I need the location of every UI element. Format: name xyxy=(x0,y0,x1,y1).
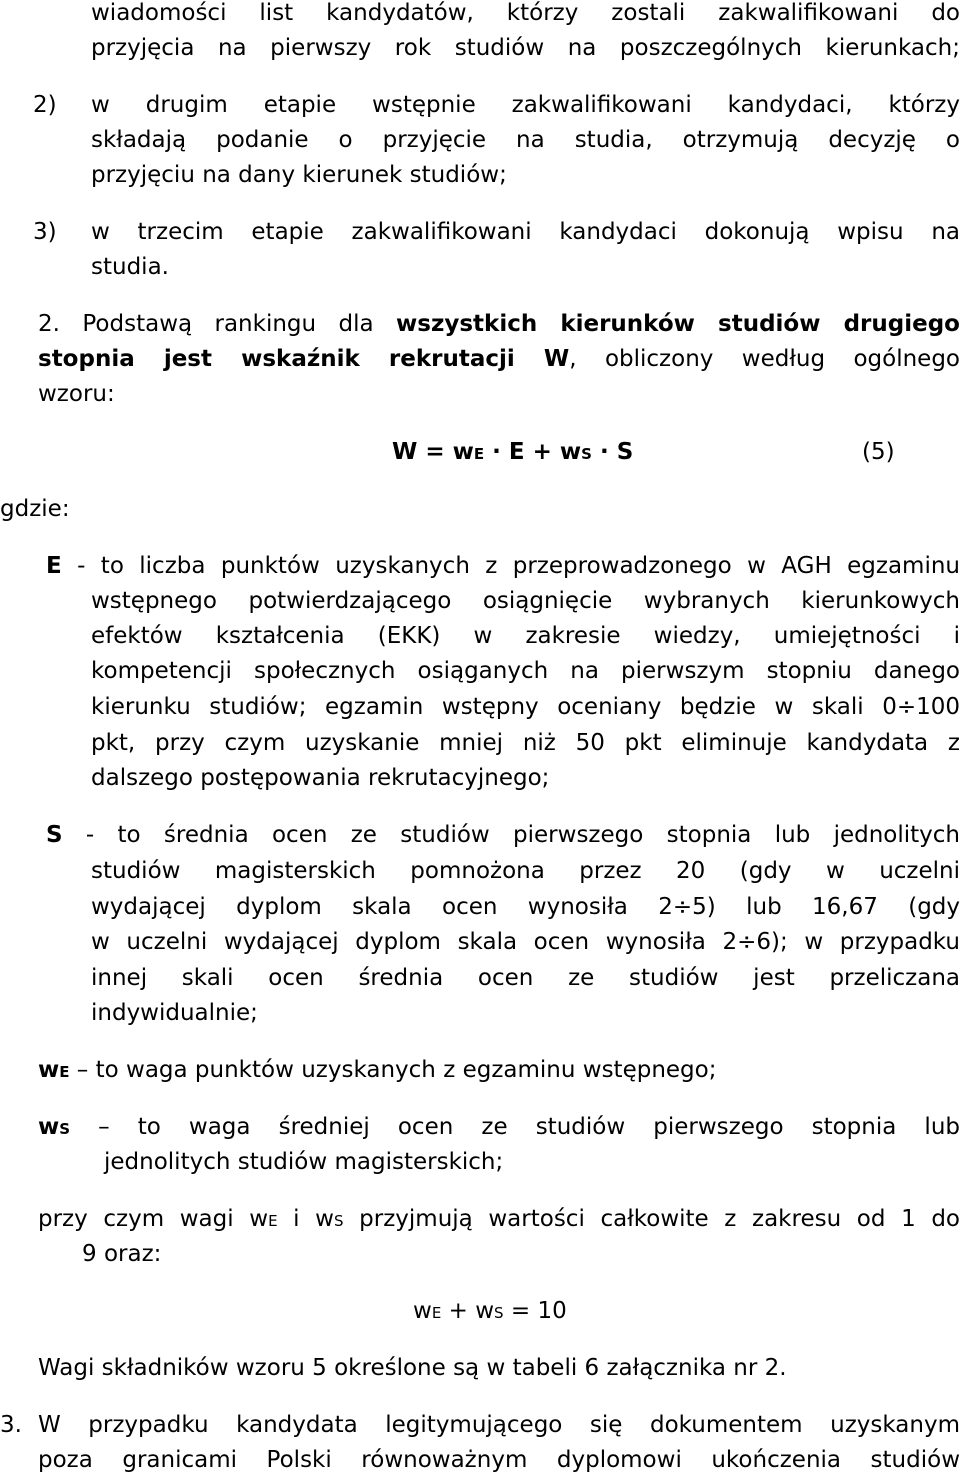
symbol-ws: wS xyxy=(38,1114,71,1140)
weights-line: 9 oraz: xyxy=(82,1241,162,1267)
formula-sum: wE + wS = 10 xyxy=(413,1298,567,1324)
section-number: 2. xyxy=(38,311,60,337)
symbol-e: E xyxy=(46,553,62,579)
definition-e-line: kierunku studiów; egzamin wstępny oceniany będzie w skali 0÷100 xyxy=(91,694,960,720)
definition-s-line: wydającej dyplom skala ocen wynosiła 2÷5) lub 16,67 (gdy xyxy=(91,894,960,920)
weights-note: Wagi składników wzoru 5 określone są w tabeli 6 załącznika nr 2. xyxy=(38,1355,787,1381)
formula-5: W = wE · E + wS · S xyxy=(392,439,634,465)
definition-we-line: wE – to waga punktów uzyskanych z egzaminu wstępnego; xyxy=(38,1057,717,1083)
symbol-we: wE xyxy=(38,1057,70,1083)
formula-label: (5) xyxy=(862,439,895,465)
definition-ws-line: wS – to waga średniej ocen ze studiów pierwszego stopnia lub xyxy=(38,1114,960,1140)
definition-s-line: studiów magisterskich pomnożona przez 20 (gdy w uczelni xyxy=(91,858,960,884)
section-3-line: poza granicami Polski równoważnym dyplomowi ukończenia studiów xyxy=(38,1447,960,1473)
definition-e-line: wstępnego potwierdzającego osiągnięcie wybranych kierunkowych xyxy=(91,588,960,614)
list-item-line: w drugim etapie wstępnie zakwalifikowani kandydaci, którzy xyxy=(91,92,960,118)
definition-s-line: indywidualnie; xyxy=(91,1000,258,1026)
paragraph-line: przyjęcia na pierwszy rok studiów na poszczególnych kierunkach; xyxy=(91,35,960,61)
list-item-line: składają podanie o przyjęcie na studia, otrzymują decyzję o xyxy=(91,127,960,153)
list-item-line: w trzecim etapie zakwalifikowani kandydaci dokonują wpisu na xyxy=(91,219,960,245)
list-item-line: przyjęciu na dany kierunek studiów; xyxy=(91,162,507,188)
list-number: 2) xyxy=(33,92,57,118)
section-number: 3. xyxy=(0,1412,22,1438)
section-2-line: 2. Podstawą rankingu dla wszystkich kierunków studiów drugiego xyxy=(38,311,960,337)
definition-e-line: dalszego postępowania rekrutacyjnego; xyxy=(91,765,550,791)
definition-s-line: innej skali ocen średnia ocen ze studiów jest przeliczana xyxy=(91,965,960,991)
definition-s-line: w uczelni wydającej dyplom skala ocen wynosiła 2÷6); w przypadku xyxy=(91,929,960,955)
definition-e-line: kompetencji społecznych osiąganych na pierwszym stopniu danego xyxy=(91,658,960,684)
paragraph-line: wiadomości list kandydatów, którzy zostali zakwalifikowani do xyxy=(91,0,960,26)
list-item-line: studia. xyxy=(91,254,169,280)
weights-line: przy czym wagi wE i wS przyjmują wartości całkowite z zakresu od 1 do xyxy=(38,1206,960,1232)
definition-e-line: E - to liczba punktów uzyskanych z przeprowadzonego w AGH egzaminu xyxy=(46,553,960,579)
section-2-line: stopnia jest wskaźnik rekrutacji W, obliczony według ogólnego xyxy=(38,346,960,372)
section-3-line: W przypadku kandydata legitymującego się dokumentem uzyskanym xyxy=(38,1412,960,1438)
definition-e-line: efektów kształcenia (EKK) w zakresie wiedzy, umiejętności i xyxy=(91,623,960,649)
definition-ws-line: jednolitych studiów magisterskich; xyxy=(104,1149,504,1175)
section-2-line: wzoru: xyxy=(38,381,115,407)
list-number: 3) xyxy=(33,219,57,245)
gdzie-label: gdzie: xyxy=(0,496,70,522)
definition-s-line: S - to średnia ocen ze studiów pierwszego stopnia lub jednolitych xyxy=(46,822,960,848)
definition-e-line: pkt, przy czym uzyskanie mniej niż 50 pkt eliminuje kandydata z xyxy=(91,730,960,756)
symbol-s: S xyxy=(46,822,63,848)
